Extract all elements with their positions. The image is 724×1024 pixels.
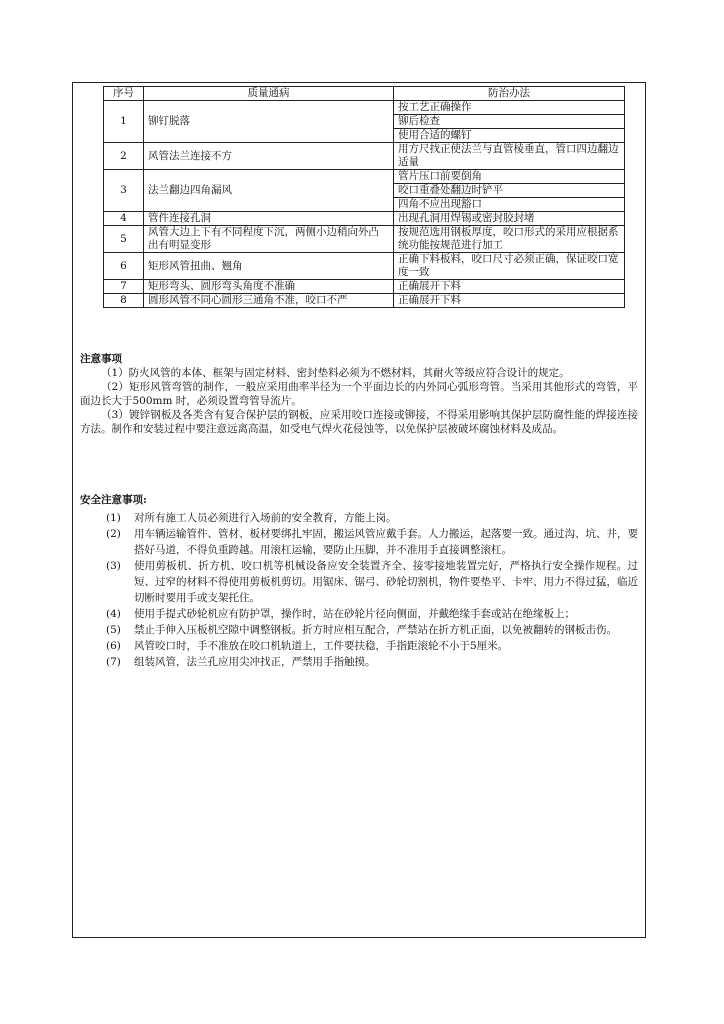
- table-row: [104, 212, 625, 226]
- row-no: 5: [104, 226, 144, 253]
- safety-item: [80, 526, 638, 558]
- note-item: （2）矩形风管弯管的制作，一般应采用曲率半径为一个平面边长的内外同心弧形弯管。当采用其他形式的弯管，平面边长大于500mm 时，必须设置弯管导流片。: [80, 381, 638, 407]
- row-issue: 矩形弯头、圆形弯头角度不准确: [144, 280, 394, 294]
- safety-item-text: 禁止手伸入压板机空隙中调整钢板。折方时应相互配合，严禁站在折方机正面，以免被翻转的钢板击伤。: [134, 623, 617, 636]
- safety-title: 安全注意事项:: [80, 493, 147, 506]
- safety-item: [80, 606, 638, 622]
- safety-item: [80, 622, 638, 638]
- row-no: 3: [104, 170, 144, 212]
- safety-item: [80, 654, 638, 670]
- safety-item-no: (2): [106, 527, 121, 540]
- safety-item-no: (4): [106, 607, 121, 620]
- safety-item-text: 用车辆运输管件、管材、板材要绑扎牢固，搬运风管应戴手套。人力搬运，起落要一致。通过沟、坑、井，要搭好马道，不得负重跨越。用滚杠运输，要防止压脚，并不准用手直接调整滚杠。: [134, 527, 638, 556]
- row-no: 7: [104, 280, 144, 294]
- table-row: [104, 253, 625, 280]
- row-method: 按工艺正确操作: [394, 101, 625, 115]
- safety-item-no: (1): [106, 511, 121, 524]
- table-row: [104, 143, 625, 170]
- table-row: [104, 280, 625, 294]
- row-no: 8: [104, 294, 144, 308]
- safety-item-text: 组装风管，法兰孔应用尖冲找正，严禁用手指触摸。: [134, 655, 376, 668]
- row-issue: 圆形风管不同心圆形三通角不准，咬口不严: [144, 294, 394, 308]
- safety-item-no: (5): [106, 623, 121, 636]
- table-row: [104, 294, 625, 308]
- row-issue: 风管大边上下有不同程度下沉，两侧小边稍向外凸出有明显变形: [144, 226, 394, 253]
- header-method: 防治办法: [394, 87, 625, 101]
- safety-item-text: 使用剪板机、折方机、咬口机等机械设备应安全装置齐全、接零接地装置完好，严格执行安全操作规程。过短、过窄的材料不得使用剪板机剪切。用锯床、锯弓、砂轮切割机，物件要垫平、卡牢、用力不得过猛，临近切断时要用手或支架托住。: [134, 559, 638, 604]
- row-method: 正确下料板料，咬口尺寸必须正确，保证咬口宽度一致: [394, 253, 625, 280]
- row-issue: 法兰翻边四角漏风: [144, 170, 394, 212]
- row-issue: 矩形风管扭曲、翘角: [144, 253, 394, 280]
- header-issue: 质量通病: [144, 87, 394, 101]
- note-item: （3）镀锌钢板及各类含有复合保护层的钢板，应采用咬口连接或铆接，不得采用影响其保护层防腐性能的焊接连接方法。制作和安装过程中要注意远离高温，如受电气焊火花侵蚀等，以免保护层被破坏腐蚀材料及成品。: [80, 409, 638, 435]
- safety-item-no: (7): [106, 655, 121, 668]
- safety-item: [80, 638, 638, 654]
- row-method: 正确展开下料: [394, 294, 625, 308]
- row-method: 用方尺找正使法兰与直管棱垂直，管口四边翻边适量: [394, 143, 625, 170]
- table-header-row: [104, 87, 625, 101]
- safety-item-no: (3): [106, 559, 121, 572]
- row-method: 按规范选用钢板厚度，咬口形式的采用应根据系统功能按规范进行加工: [394, 226, 625, 253]
- header-no: 序号: [104, 87, 144, 101]
- row-method: 正确展开下料: [394, 280, 625, 294]
- table-row: [104, 101, 625, 115]
- quality-table: [103, 86, 625, 308]
- table-row: [104, 170, 625, 184]
- safety-item-text: 风管咬口时，手不准放在咬口机轨道上，工件要扶稳，手指距滚轮不小于5厘米。: [134, 639, 509, 652]
- row-issue: 铆钉脱落: [144, 101, 394, 143]
- notes-section: [80, 352, 638, 436]
- safety-section: [80, 481, 638, 670]
- row-no: 1: [104, 101, 144, 143]
- safety-item-text: 对所有施工人员必须进行入场前的安全教育，方能上岗。: [134, 511, 397, 524]
- safety-item: [80, 510, 638, 526]
- safety-item-no: (6): [106, 639, 121, 652]
- note-item: （1）防火风管的本体、框架与固定材料、密封垫料必须为不燃材料，其耐火等级应符合设计的规定。: [101, 367, 570, 379]
- row-issue: 风管法兰连接不方: [144, 143, 394, 170]
- row-no: 2: [104, 143, 144, 170]
- row-method: 使用合适的螺钉: [394, 129, 625, 143]
- row-method: 四角不应出现豁口: [394, 198, 625, 212]
- row-method: 铆后检查: [394, 115, 625, 129]
- row-issue: 管件连接孔洞: [144, 212, 394, 226]
- row-method: 咬口重叠处翻边时铲平: [394, 184, 625, 198]
- row-no: 4: [104, 212, 144, 226]
- notes-title: 注意事项: [80, 353, 122, 365]
- table-row: [104, 226, 625, 253]
- row-no: 6: [104, 253, 144, 280]
- safety-item-text: 使用手提式砂轮机应有防护罩，操作时，站在砂轮片径向侧面，并戴绝缘手套或站在绝缘板上；: [134, 607, 575, 620]
- safety-item: [80, 558, 638, 606]
- row-method: 出现孔洞用焊锡或密封胶封堵: [394, 212, 625, 226]
- row-method: 管片压口前要倒角: [394, 170, 625, 184]
